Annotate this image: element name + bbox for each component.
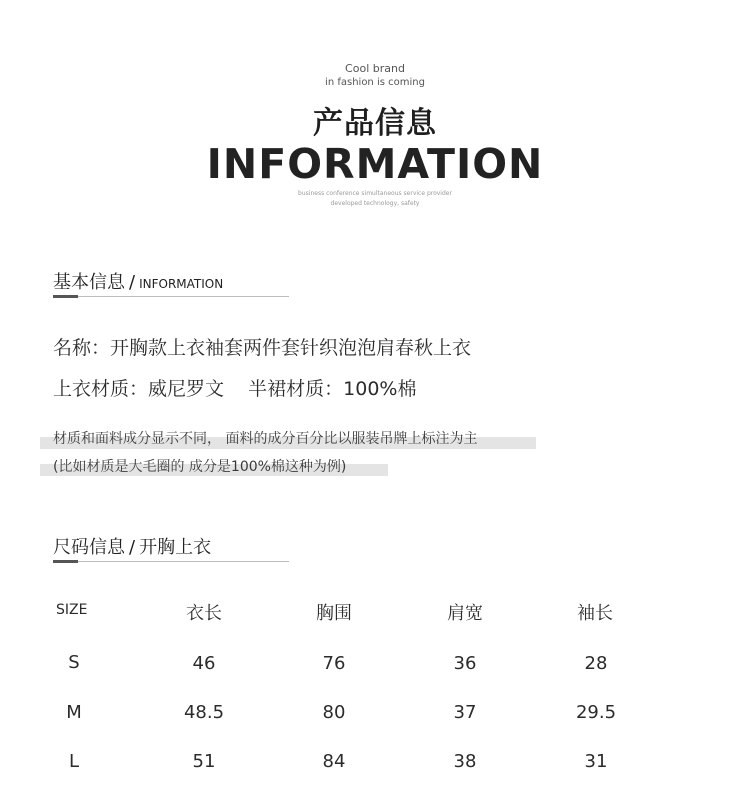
table-cell: 28 bbox=[584, 653, 608, 674]
hero-tagline-line1: Cool brand bbox=[345, 62, 405, 75]
table-cell: 46 bbox=[192, 653, 216, 674]
table-cell-size: L bbox=[68, 751, 80, 772]
basic-info-heading-en: INFORMATION bbox=[139, 277, 224, 291]
basic-info-accent bbox=[53, 295, 78, 298]
hero-subline-1: business conference simultaneous service provider bbox=[298, 190, 452, 197]
table-cell: 51 bbox=[192, 751, 216, 772]
column-header-length: 衣长 bbox=[186, 603, 222, 624]
table-cell-size: S bbox=[68, 652, 80, 673]
heading-slash: / bbox=[129, 272, 136, 293]
table-cell: 48.5 bbox=[183, 702, 225, 723]
table-cell: 84 bbox=[322, 751, 346, 772]
table-cell: 29.5 bbox=[575, 702, 617, 723]
column-header-shoulder: 肩宽 bbox=[447, 603, 483, 624]
size-info-heading-sub: 开胸上衣 bbox=[139, 537, 212, 558]
product-name-line: 名称：开胸款上衣袖套两件套针织泡泡肩春秋上衣 bbox=[53, 337, 472, 359]
column-header-sleeve: 袖长 bbox=[577, 603, 613, 624]
heading-slash: / bbox=[129, 537, 136, 558]
basic-info-heading bbox=[53, 268, 223, 294]
column-header-size: SIZE bbox=[56, 602, 88, 618]
size-info-heading bbox=[53, 533, 211, 559]
table-cell: 36 bbox=[453, 653, 477, 674]
basic-info-heading-cn: 基本信息 bbox=[53, 272, 125, 293]
table-cell-size: M bbox=[66, 702, 82, 723]
size-info-accent bbox=[53, 560, 78, 563]
table-cell: 38 bbox=[453, 751, 477, 772]
table-cell: 76 bbox=[322, 653, 346, 674]
table-cell: 80 bbox=[322, 702, 346, 723]
page-title-en: INFORMATION bbox=[206, 140, 544, 188]
material-line: 上衣材质：威尼罗文 半裙材质：100%棉 bbox=[53, 378, 417, 400]
table-cell: 37 bbox=[453, 702, 477, 723]
size-info-heading-cn: 尺码信息 bbox=[53, 537, 125, 558]
page-title-cn: 产品信息 bbox=[313, 106, 437, 141]
material-note-line2: (比如材质是大毛圈的 成分是100%棉这种为例) bbox=[53, 459, 347, 475]
table-cell: 31 bbox=[584, 751, 608, 772]
size-info-divider bbox=[53, 561, 289, 562]
basic-info-divider bbox=[53, 296, 289, 297]
column-header-chest: 胸围 bbox=[316, 603, 352, 624]
material-note-line1: 材质和面料成分显示不同， 面料的成分百分比以服装吊牌上标注为主 bbox=[53, 431, 478, 447]
hero-tagline-line2: in fashion is coming bbox=[325, 77, 425, 88]
hero-subline-2: developed technology, safety bbox=[330, 200, 420, 207]
